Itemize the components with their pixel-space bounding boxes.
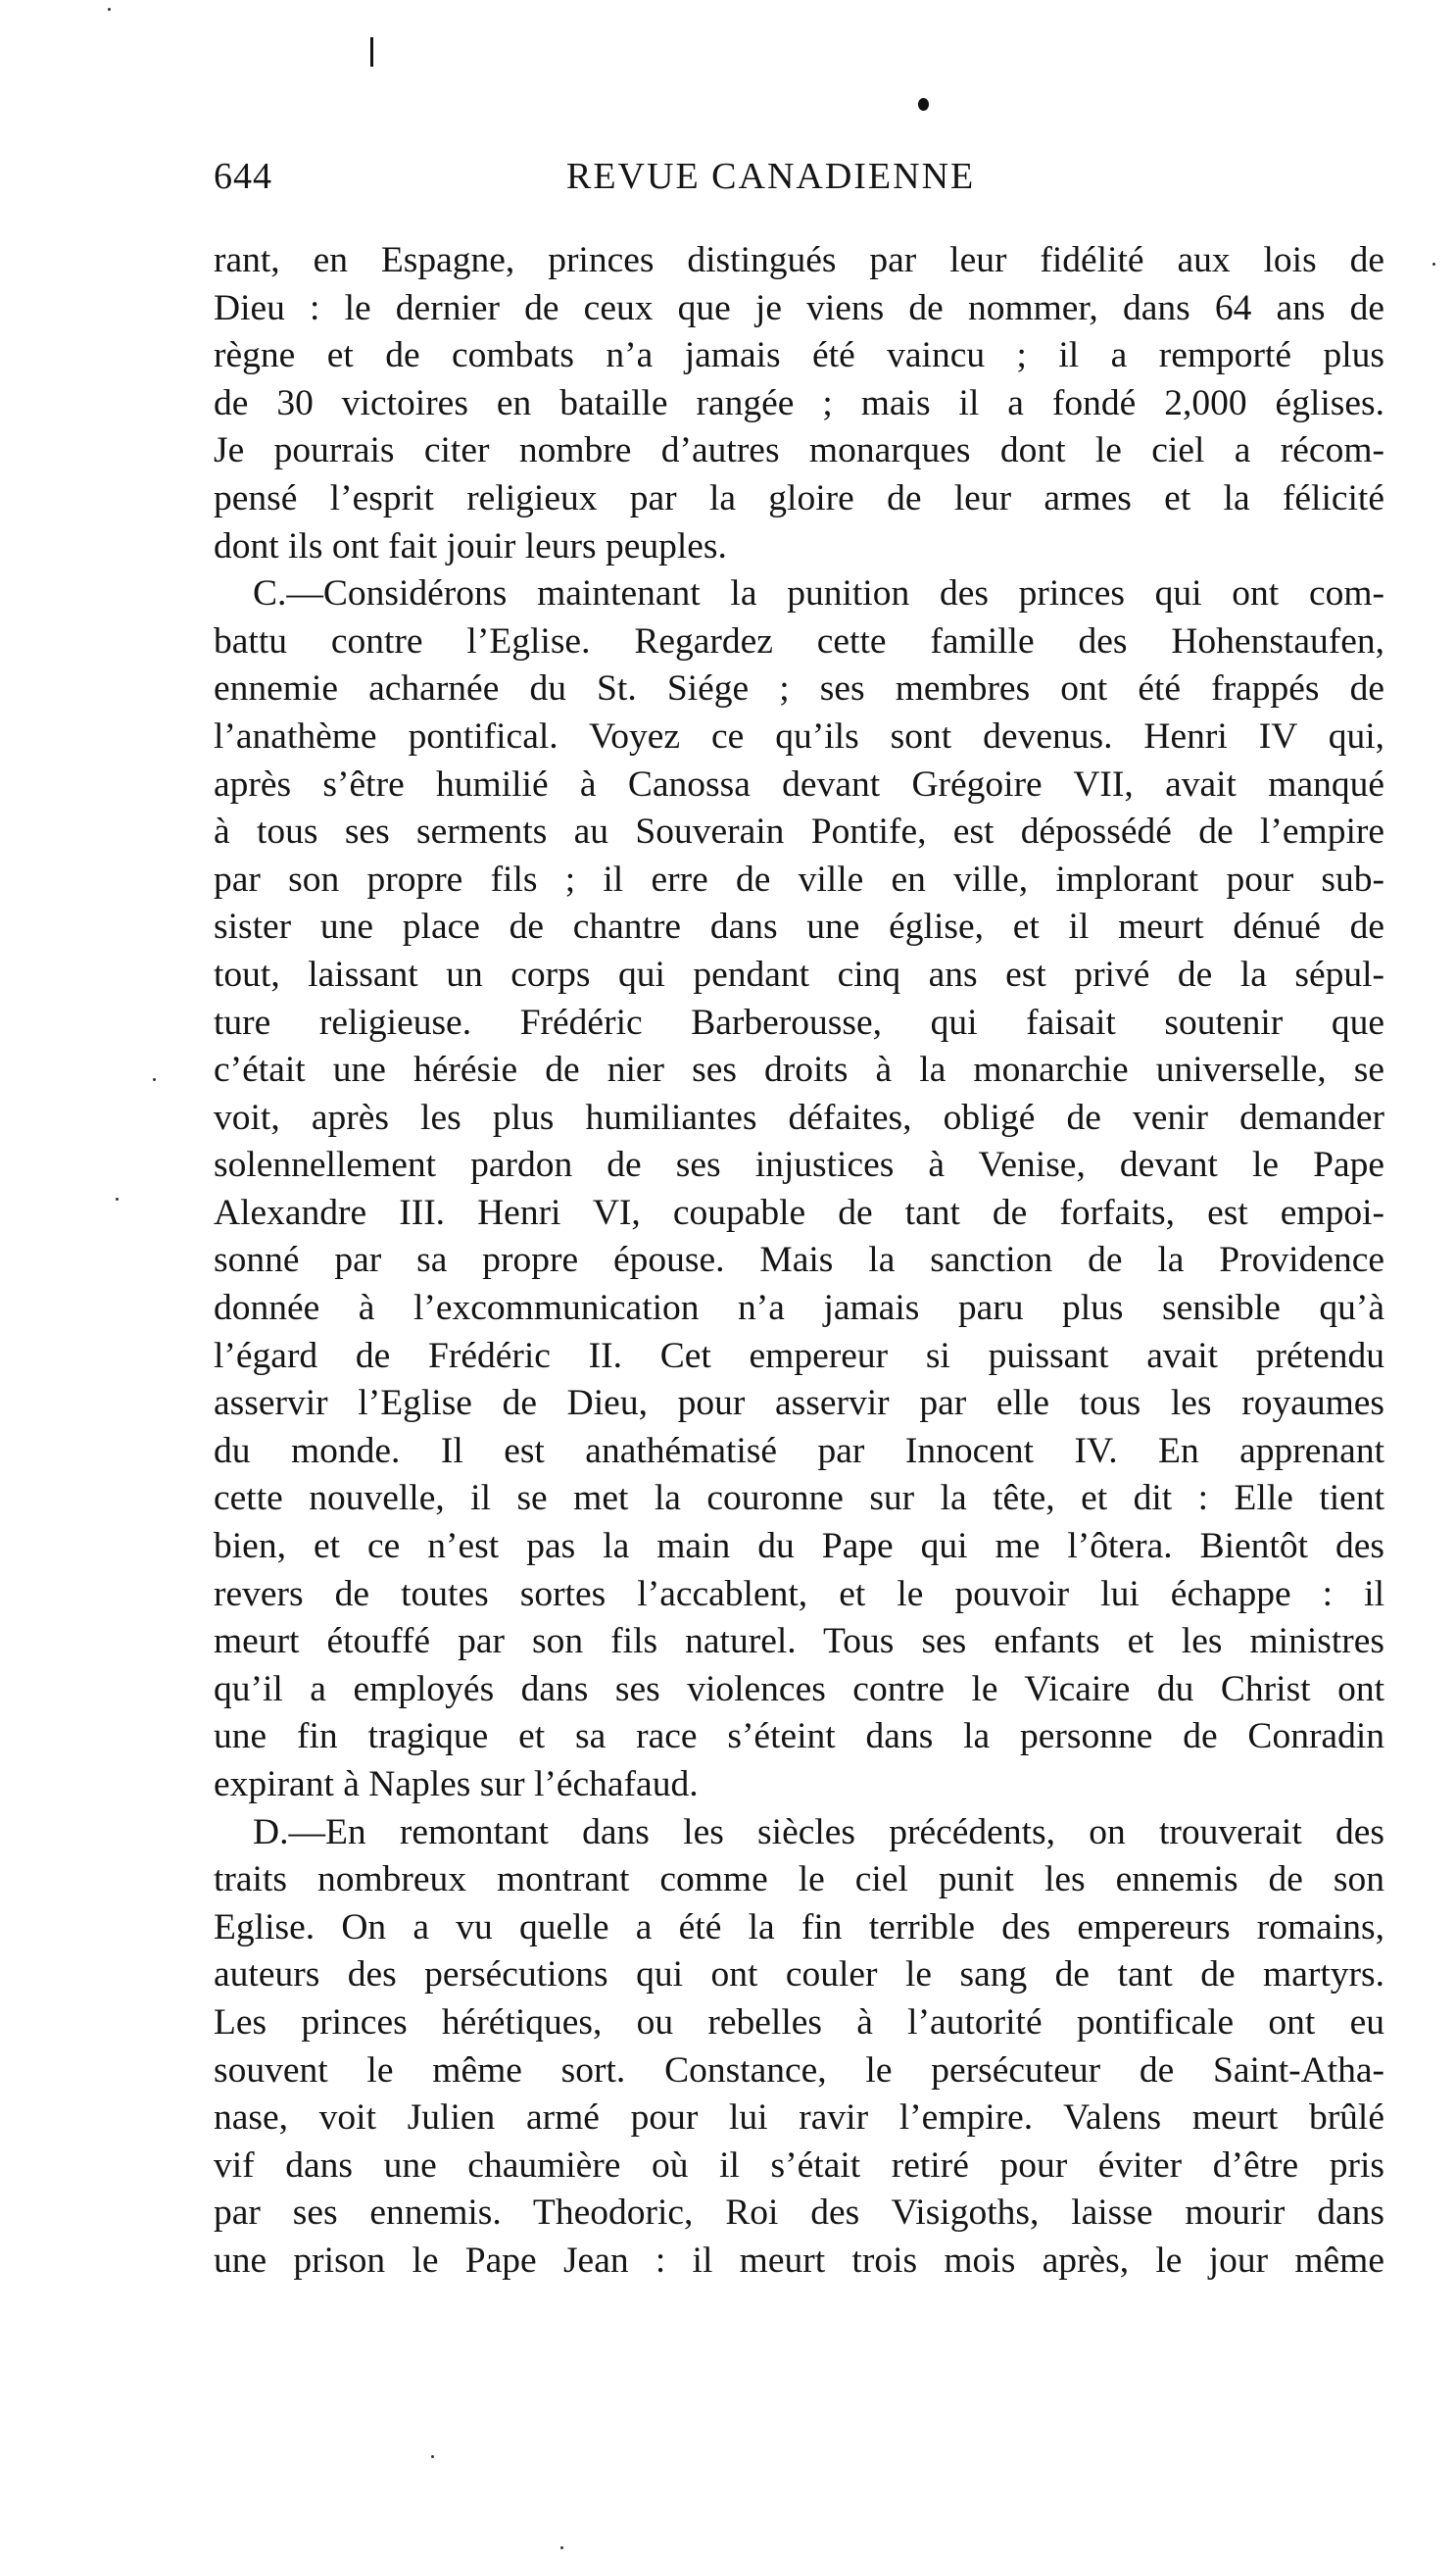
text-line: après s’être humilié à Canossa devant Grégoire VII, avait manqué (214, 764, 1384, 805)
text-line: battu contre l’Eglise. Regardez cette famille des Hohenstaufen, (214, 620, 1384, 662)
text-line: expirant à Naples sur l’échafaud. (214, 1764, 699, 1804)
text-line: Dieu : le dernier de ceux que je viens de nommer, dans 64 ans de (214, 287, 1384, 328)
text-line: donnée à l’excommunication n’a jamais paru plus sensible qu’à (214, 1288, 1384, 1329)
text-line: une fin tragique et sa race s’éteint dans la personne de Conradin (214, 1716, 1384, 1757)
page-header (214, 155, 1389, 210)
speck-mark (116, 1198, 119, 1201)
text-line: bien, et ce n’est pas la main du Pape qui me l’ôtera. Bientôt des (214, 1526, 1384, 1567)
text-line: l’anathème pontifical. Voyez ce qu’ils sont devenus. Henri IV qui, (214, 715, 1384, 757)
text-line: solennellement pardon de ses injustices à Venise, devant le Pape (214, 1145, 1384, 1186)
text-line: dont ils ont fait jouir leurs peuples. (214, 525, 727, 567)
speck-mark (431, 2455, 434, 2458)
text-line: l’égard de Frédéric II. Cet empereur si puissant avait prétendu (214, 1335, 1384, 1376)
text-line: sonné par sa propre épouse. Mais la sanction de la Providence (214, 1240, 1384, 1281)
text-line: de 30 victoires en bataille rangée ; mais il a fondé 2,000 églises. (214, 382, 1384, 423)
text-line: pensé l’esprit religieux par la gloire de leur armes et la félicité (214, 477, 1384, 518)
text-line: c’était une hérésie de nier ses droits à la monarchie universelle, se (214, 1050, 1384, 1091)
running-title: REVUE CANADIENNE (566, 156, 976, 197)
text-line: règne et de combats n’a jamais été vaincu ; il a remporté plus (214, 335, 1384, 376)
text-line: rant, en Espagne, princes distingués par leur fidélité aux lois de (214, 240, 1384, 280)
text-line: à tous ses serments au Souverain Pontife, est dépossédé de l’empire (214, 812, 1384, 853)
text-line: ennemie acharnée du St. Siége ; ses membres ont été frappés de (214, 668, 1384, 710)
text-line: Les princes hérétiques, ou rebelles à l’autorité pontificale ont eu (214, 2001, 1384, 2043)
speck-mark (560, 2546, 563, 2549)
text-line: asservir l’Eglise de Dieu, pour asservir par elle tous les royaumes (214, 1383, 1384, 1424)
text-line: du monde. Il est anathématisé par Innocent IV. En apprenant (214, 1430, 1384, 1471)
text-line: une prison le Pape Jean : il meurt trois mois après, le jour même (214, 2240, 1384, 2281)
text-line: vif dans une chaumière où il s’était retiré pour éviter d’être pris (214, 2144, 1384, 2186)
text-line: qu’il a employés dans ses violences contre le Vicaire du Christ ont (214, 1668, 1384, 1709)
text-line: auteurs des persécutions qui ont couler le sang de tant de martyrs. (214, 1954, 1384, 1995)
text-line: meurt étouffé par son fils naturel. Tous ses enfants et les ministres (214, 1621, 1384, 1662)
text-line: C.—Considérons maintenant la punition des princes qui ont com- (253, 573, 1384, 615)
text-line: revers de toutes sortes l’accablent, et le pouvoir lui échappe : il (214, 1573, 1384, 1614)
speck-mark (1432, 263, 1435, 266)
text-line: traits nombreux montrant comme le ciel punit les ennemis de son (214, 1859, 1384, 1900)
text-line: par son propre fils ; il erre de ville en ville, implorant pour sub- (214, 859, 1384, 900)
text-line: tout, laissant un corps qui pendant cinq ans est privé de la sépul- (214, 954, 1384, 995)
text-line: Je pourrais citer nombre d’autres monarques dont le ciel a récom- (214, 430, 1384, 471)
text-line: Eglise. On a vu quelle a été la fin terrible des empereurs romains, (214, 1906, 1384, 1947)
text-line: souvent le même sort. Constance, le persécuteur de Saint-Atha- (214, 2049, 1384, 2091)
body-text (214, 237, 1384, 2286)
text-line: D.—En remontant dans les siècles précédents, on trouverait des (253, 1811, 1384, 1852)
page-number: 644 (214, 156, 272, 197)
text-line: sister une place de chantre dans une église, et il meurt dénué de (214, 907, 1384, 948)
text-line: nase, voit Julien armé pour lui ravir l’empire. Valens meurt brûlé (214, 2097, 1384, 2139)
text-line: par ses ennemis. Theodoric, Roi des Visigoths, laisse mourir dans (214, 2192, 1384, 2234)
text-line: Alexandre III. Henri VI, coupable de tant de forfaits, est empoi- (214, 1192, 1384, 1233)
ink-stroke-mark (370, 37, 373, 67)
speck-mark (108, 8, 111, 11)
text-line: cette nouvelle, il se met la couronne sur la tête, et dit : Elle tient (214, 1478, 1384, 1519)
speck-mark (153, 1078, 156, 1081)
text-line: ture religieuse. Frédéric Barberousse, qui faisait soutenir que (214, 1002, 1384, 1043)
text-line: voit, après les plus humiliantes défaites, obligé de venir demander (214, 1097, 1384, 1138)
ink-dot-mark (918, 98, 929, 111)
